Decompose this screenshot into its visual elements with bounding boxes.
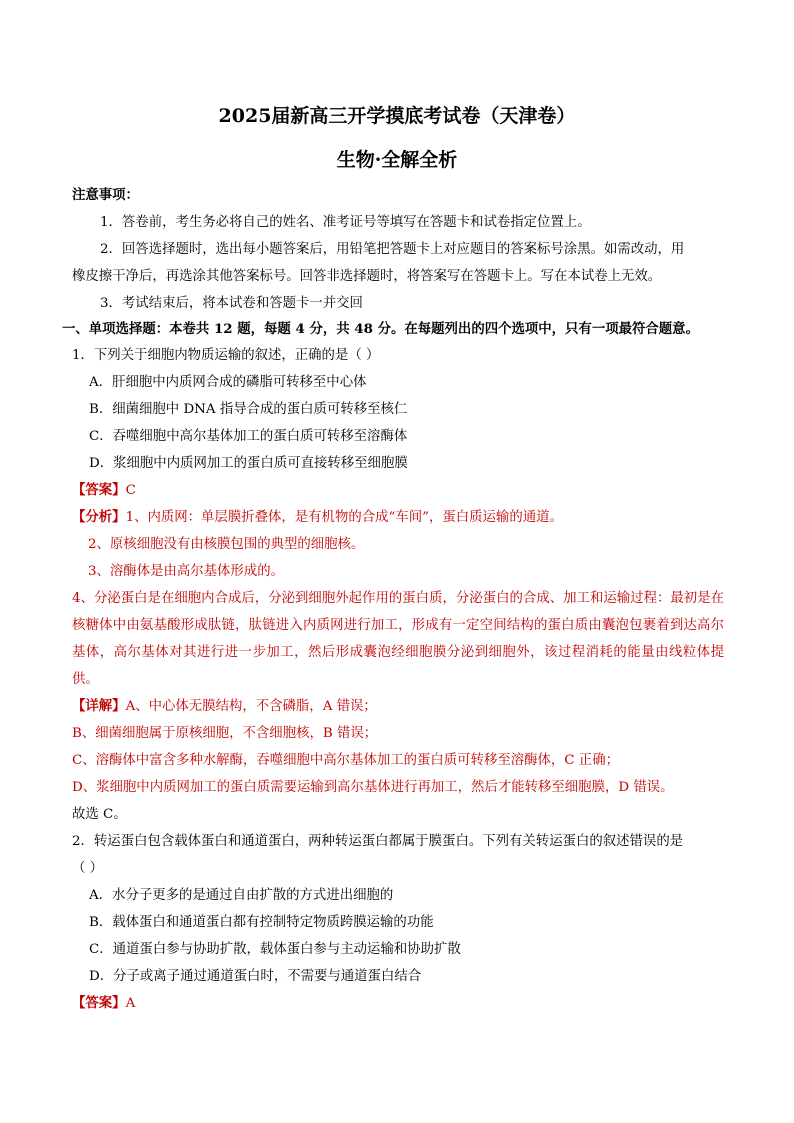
analysis-label: 【分析】	[72, 509, 126, 525]
question-2-option-b: B．载体蛋白和通道蛋白都有控制特定物质跨膜运输的功能	[89, 915, 434, 930]
page-title: 2025届新高三开学摸底考试卷（天津卷）	[218, 105, 576, 127]
notice-item-3: 3．考试结束后，将本试卷和答题卡一并交回	[100, 296, 363, 311]
question-1-option-a: A．肝细胞中内质网合成的磷脂可转移至中心体	[89, 375, 367, 390]
answer-label: 【答案】	[72, 995, 126, 1011]
question-2-option-c: C．通道蛋白参与协助扩散，载体蛋白参与主动运输和协助扩散	[89, 942, 461, 957]
answer-value: A	[125, 996, 136, 1011]
question-1-answer	[72, 477, 724, 504]
question-1-detail-d: D、浆细胞中内质网加工的蛋白质需要运输到高尔基体进行再加工，然后才能转移至细胞膜，D 错误。	[72, 780, 674, 795]
page-subtitle: 生物·全解全析	[336, 149, 458, 171]
question-2-stem-line-1: 2．转运蛋白包含载体蛋白和通道蛋白，两种转运蛋白都属于膜蛋白。下列有关转运蛋白的叙述错误的是	[72, 834, 684, 849]
question-1-stem: 1．下列关于细胞内物质运输的叙述，正确的是（ ）	[72, 348, 380, 363]
notice-item-2: 2．回答选择题时，选出每小题答案后，用铅笔把答题卡上对应题目的答案标号涂黑。如需改动，用	[100, 242, 685, 257]
notice-item-2-cont: 橡皮擦干净后，再选涂其他答案标号。回答非选择题时，将答案写在答题卡上。写在本试卷上无效。	[72, 269, 662, 284]
question-1-analysis-2: 2、原核细胞没有由核膜包围的典型的细胞核。	[88, 537, 365, 552]
question-2-option-d: D．分子或离子通过通道蛋白时，不需要与通道蛋白结合	[89, 969, 422, 984]
question-1-conclusion: 故选 C。	[72, 807, 127, 822]
question-1-analysis-3: 3、溶酶体是由高尔基体形成的。	[88, 564, 284, 579]
notice-heading: 注意事项：	[72, 187, 139, 203]
question-2-stem-line-2: （ ）	[72, 861, 104, 876]
question-1-option-b: B．细菌细胞中 DNA 指导合成的蛋白质可转移至核仁	[89, 402, 408, 417]
analysis-text-1: 1、内质网：单层膜折叠体，是有机物的合成“车间”，蛋白质运输的通道。	[125, 510, 563, 525]
question-1-analysis-1	[72, 504, 724, 531]
question-1-detail-c: C、溶酶体中富含多种水解酶，吞噬细胞中高尔基体加工的蛋白质可转移至溶酶体，C 正确；	[72, 753, 619, 768]
question-1-detail-b: B、细菌细胞属于原核细胞，不含细胞核，B 错误；	[72, 726, 378, 741]
question-1-analysis-4: 4、分泌蛋白是在细胞内合成后，分泌到细胞外起作用的蛋白质，分泌蛋白的合成、加工和运输过程：最初是在核糖体中由氨基酸形成肽链，肽链进入内质网进行加工，形成有一定空间结构的蛋白质由囊泡包裹着到达高尔基体，高尔基体对其进行进一步加工，然后形成囊泡经细胞膜分泌到细胞外，该过程消耗的能量由线粒体提供。	[72, 591, 724, 687]
question-2-option-a: A．水分子更多的是通过自由扩散的方式进出细胞的	[89, 888, 394, 903]
question-1-detail-a	[72, 693, 724, 720]
detail-label: 【详解】	[72, 698, 126, 714]
answer-value: C	[125, 483, 136, 498]
document-body	[62, 182, 724, 1017]
question-1-option-d: D．浆细胞中内质网加工的蛋白质可直接转移至细胞膜	[89, 456, 408, 471]
answer-label: 【答案】	[72, 482, 126, 498]
question-2-answer	[72, 990, 724, 1017]
question-1-option-c: C．吞噬细胞中高尔基体加工的蛋白质可转移至溶酶体	[89, 429, 408, 444]
detail-text-a: A、中心体无膜结构，不含磷脂，A 错误；	[125, 699, 377, 714]
section-heading: 一、单项选择题：本卷共 12 题，每题 4 分，共 48 分。在每题列出的四个选项中，只有一项最符合题意。	[62, 321, 699, 337]
notice-item-1: 1．答卷前，考生务必将自己的姓名、准考证号等填写在答题卡和试卷指定位置上。	[100, 215, 591, 230]
